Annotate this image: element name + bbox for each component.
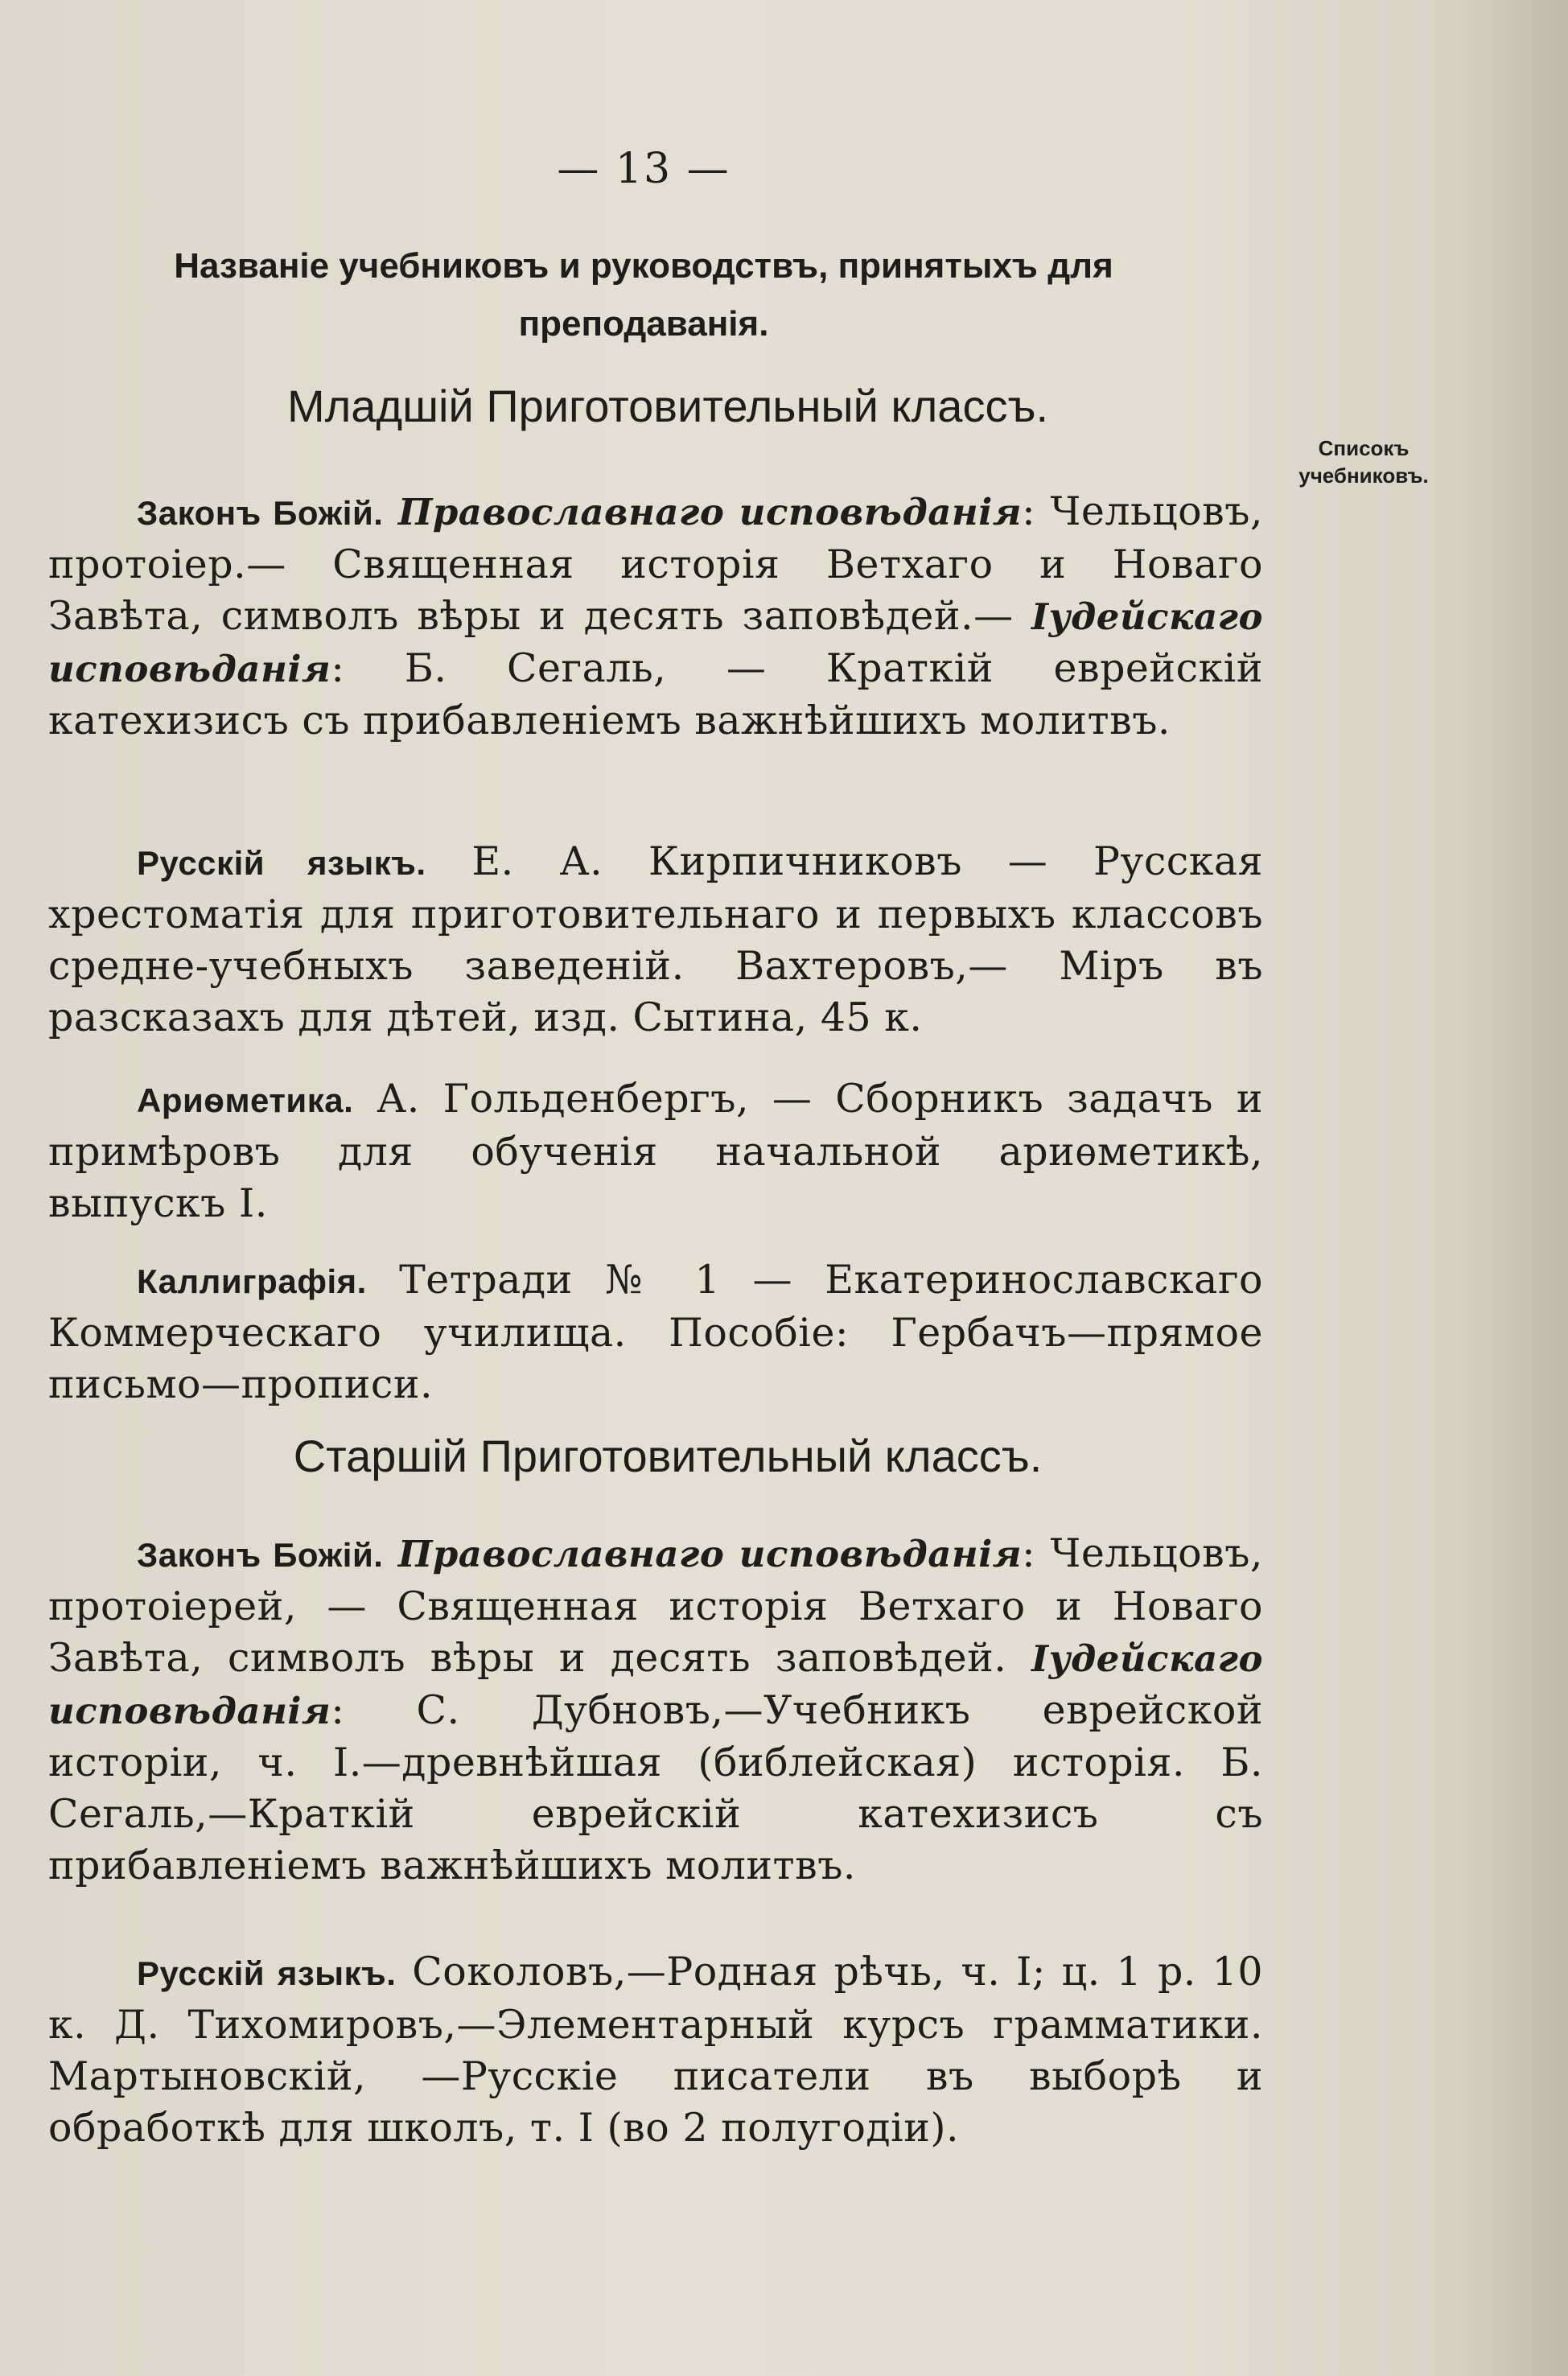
main-heading: Названіе учебниковъ и руководствъ, принятыхъ для преподаванія. [174,246,1113,344]
senior-russian-paragraph [48,1946,1263,2154]
paragraph-text: : С. Дубновъ,—Учебникъ еврейской исторіи, ч. I.—древнѣйшая (библейская) исторія. Б. Сегаль,—Краткій еврейскій катехизисъ съ прибавленіемъ важнѣйшихъ молитвъ. [48,1687,1263,1888]
paragraph-text: : Б. Сегаль, — Краткій еврейскій катехизисъ съ прибавленіемъ важнѣйшихъ молитвъ. [48,645,1263,743]
subject-label: Ариѳметика. [137,1081,354,1119]
subject-label: Законъ Божій. [137,494,384,532]
senior-law-paragraph [48,1528,1263,1892]
confession-label: Іудейскаго исповѣданія [48,1637,1263,1732]
confession-label: Іудейскаго исповѣданія [48,595,1263,690]
subject-label: Каллиграфія. [137,1262,367,1300]
paragraph-text: Тетради № 1 — Екатеринославскаго Коммерческаго училища. Пособіе: Гербачъ—прямое письмо—прописи. [48,1257,1263,1407]
paragraph-text: Е. А. Кирпичниковъ — Русская хрестоматія для приготовительнаго и первыхъ классовъ средне-учебныхъ заведеній. Вахтеровъ,— Міръ въ разсказахъ для дѣтей, изд. Сытина, 45 к. [48,838,1263,1040]
junior-law-paragraph [48,486,1263,747]
junior-class-title: Младшій Приготовительный классъ. [286,381,1048,431]
paragraph-text: : Чельцовъ, протоіерей, — Священная исторія Ветхаго и Новаго Завѣта, символъ вѣры и десять заповѣдей. [48,1530,1263,1681]
page-number: — 13 — [557,145,730,193]
junior-arithmetic-paragraph [48,1073,1263,1229]
paragraph-text: А. Гольденбергъ, — Сборникъ задачъ и примѣровъ для обученія начальной ариѳметикѣ, выпускъ I. [48,1076,1263,1226]
paragraph-text: : Чельцовъ, протоіер.— Священная исторія Ветхаго и Новаго Завѣта, символъ вѣры и десять заповѣдей.— [48,488,1263,639]
junior-russian-paragraph [48,836,1263,1044]
junior-calligraphy-paragraph [48,1254,1263,1410]
subject-label: Законъ Божій. [137,1536,384,1574]
subject-label: Русскій языкъ. [137,1954,397,1992]
confession-label: Православнаго исповѣданія [397,1533,1023,1575]
paragraph-text: Соколовъ,—Родная рѣчь, ч. I; ц. 1 р. 10 к. Д. Тихомировъ,—Элементарный курсъ грамматики. Мартыновскій, —Русскіе писатели въ выборѣ и обработкѣ для школъ, т. I (во 2 полугодіи). [48,1949,1263,2151]
margin-note: Списокъ учебниковъ. [1298,436,1429,488]
subject-label: Русскій языкъ. [137,844,426,882]
confession-label: Православнаго исповѣданія [397,491,1023,533]
page-edge-shadow [1455,0,1568,2376]
senior-class-title: Старшій Приготовительный классъ. [293,1431,1043,1481]
